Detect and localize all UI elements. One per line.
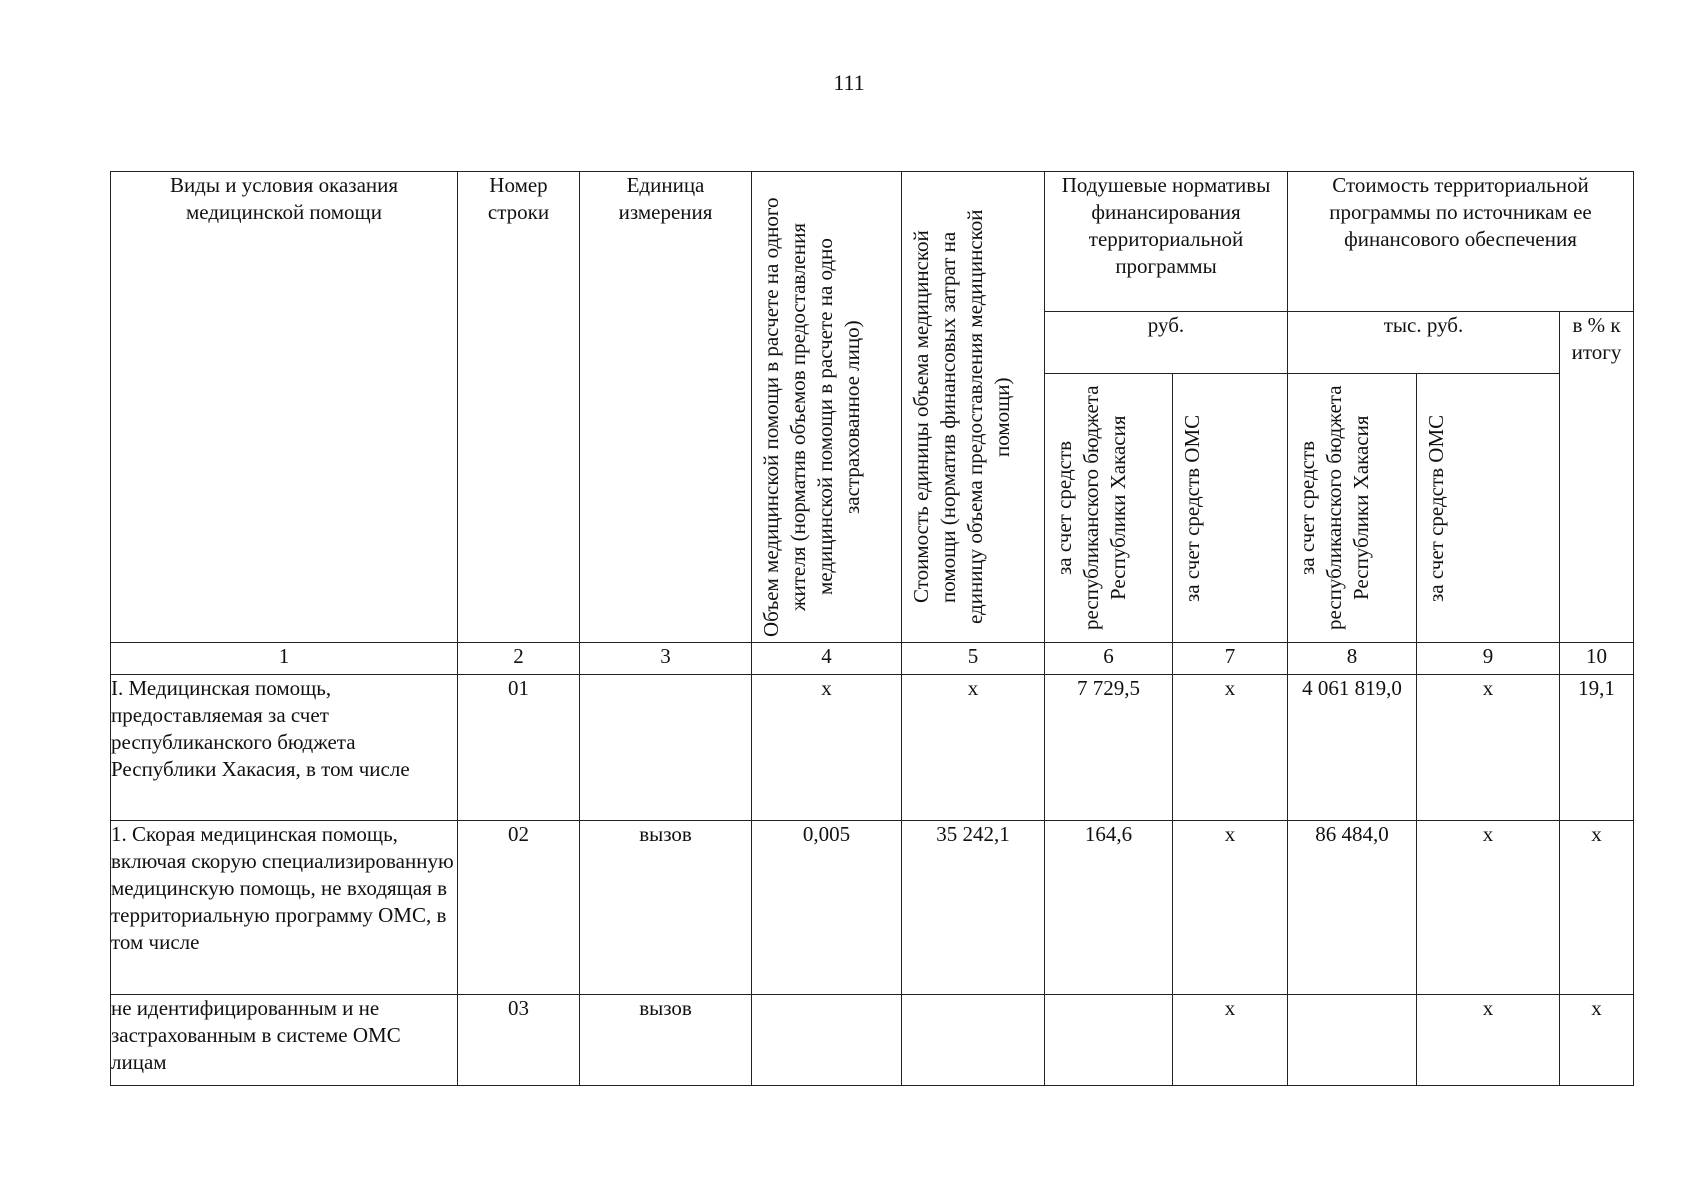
header-pc-budget-text: за счет средств республиканского бюджета Республики Хакасия bbox=[1052, 385, 1130, 631]
header-cost-oms bbox=[1417, 374, 1560, 643]
column-number: 7 bbox=[1173, 643, 1288, 675]
column-number: 3 bbox=[580, 643, 752, 675]
row-cost-budget bbox=[1288, 995, 1417, 1086]
column-number: 6 bbox=[1045, 643, 1173, 675]
row-volume: 0,005 bbox=[752, 821, 902, 995]
row-pc-budget: 7 729,5 bbox=[1045, 675, 1173, 821]
column-number: 8 bbox=[1288, 643, 1417, 675]
row-percent: х bbox=[1560, 821, 1634, 995]
row-unit-cost: 35 242,1 bbox=[902, 821, 1045, 995]
row-pc-budget: 164,6 bbox=[1045, 821, 1173, 995]
header-unit-rub: руб. bbox=[1045, 312, 1288, 374]
row-line-number: 01 bbox=[458, 675, 580, 821]
row-unit-cost: х bbox=[902, 675, 1045, 821]
financing-table bbox=[110, 171, 1634, 1086]
row-unit-cost bbox=[902, 995, 1045, 1086]
column-number: 5 bbox=[902, 643, 1045, 675]
header-unit: Единица измерения bbox=[580, 172, 752, 643]
row-cost-budget: 86 484,0 bbox=[1288, 821, 1417, 995]
row-cost-budget: 4 061 819,0 bbox=[1288, 675, 1417, 821]
row-pc-oms: х bbox=[1173, 995, 1288, 1086]
row-percent: х bbox=[1560, 995, 1634, 1086]
row-unit: вызов bbox=[580, 995, 752, 1086]
column-number: 4 bbox=[752, 643, 902, 675]
header-unit-cost-text: Стоимость единицы объема медицинской помощи (норматив финансовых затрат на единицу объема предоставления медицинской помощи) bbox=[909, 209, 1014, 625]
header-pc-oms bbox=[1173, 374, 1288, 643]
row-unit bbox=[580, 675, 752, 821]
header-cost-group: Стоимость территориальной программы по источникам ее финансового обеспечения bbox=[1288, 172, 1634, 312]
header-per-capita-group: Подушевые нормативы финансирования территориальной программы bbox=[1045, 172, 1288, 312]
row-name: не идентифицированным и не застрахованным в системе ОМС лицам bbox=[111, 995, 458, 1086]
header-service-types: Виды и условия оказания медицинской помощи bbox=[111, 172, 458, 643]
table-row bbox=[111, 995, 1634, 1086]
row-volume bbox=[752, 995, 902, 1086]
header-line-number: Номер строки bbox=[458, 172, 580, 643]
table-row bbox=[111, 821, 1634, 995]
header-cost-budget bbox=[1288, 374, 1417, 643]
row-pc-oms: х bbox=[1173, 821, 1288, 995]
row-line-number: 03 bbox=[458, 995, 580, 1086]
row-percent: 19,1 bbox=[1560, 675, 1634, 821]
column-number: 9 bbox=[1417, 643, 1560, 675]
page-number: 111 bbox=[833, 70, 865, 95]
header-pc-oms-text: за счет средств ОМС bbox=[1180, 414, 1204, 602]
header-cost-oms-text: за счет средств ОМС bbox=[1424, 414, 1448, 602]
row-name: I. Медицинская помощь, предоставляемая за счет республиканского бюджета Республики Хакасия, в том числе bbox=[111, 675, 458, 821]
header-unit-cost bbox=[902, 172, 1045, 643]
header-pc-budget bbox=[1045, 374, 1173, 643]
header-cost-budget-text: за счет средств республиканского бюджета Республики Хакасия bbox=[1295, 385, 1373, 631]
header-unit-thousand-rub: тыс. руб. bbox=[1288, 312, 1560, 374]
header-volume bbox=[752, 172, 902, 643]
row-cost-oms: х bbox=[1417, 995, 1560, 1086]
row-pc-budget bbox=[1045, 995, 1173, 1086]
column-number-row bbox=[111, 643, 1634, 675]
row-cost-oms: х bbox=[1417, 675, 1560, 821]
header-volume-text: Объем медицинской помощи в расчете на одного жителя (норматив объемов предоставления медицинской помощи в расчете на одно застрахованное лицо) bbox=[759, 197, 864, 637]
row-volume: х bbox=[752, 675, 902, 821]
table-row bbox=[111, 675, 1634, 821]
row-name: 1. Скорая медицинская помощь, включая скорую специализированную медицинскую помощь, не входящая в территориальную программу ОМС, в том числе bbox=[111, 821, 458, 995]
column-number: 2 bbox=[458, 643, 580, 675]
row-pc-oms: х bbox=[1173, 675, 1288, 821]
column-number: 10 bbox=[1560, 643, 1634, 675]
column-number: 1 bbox=[111, 643, 458, 675]
header-percent-of-total: в % к итогу bbox=[1560, 312, 1634, 643]
row-line-number: 02 bbox=[458, 821, 580, 995]
header-row-1 bbox=[111, 172, 1634, 312]
row-cost-oms: х bbox=[1417, 821, 1560, 995]
row-unit: вызов bbox=[580, 821, 752, 995]
